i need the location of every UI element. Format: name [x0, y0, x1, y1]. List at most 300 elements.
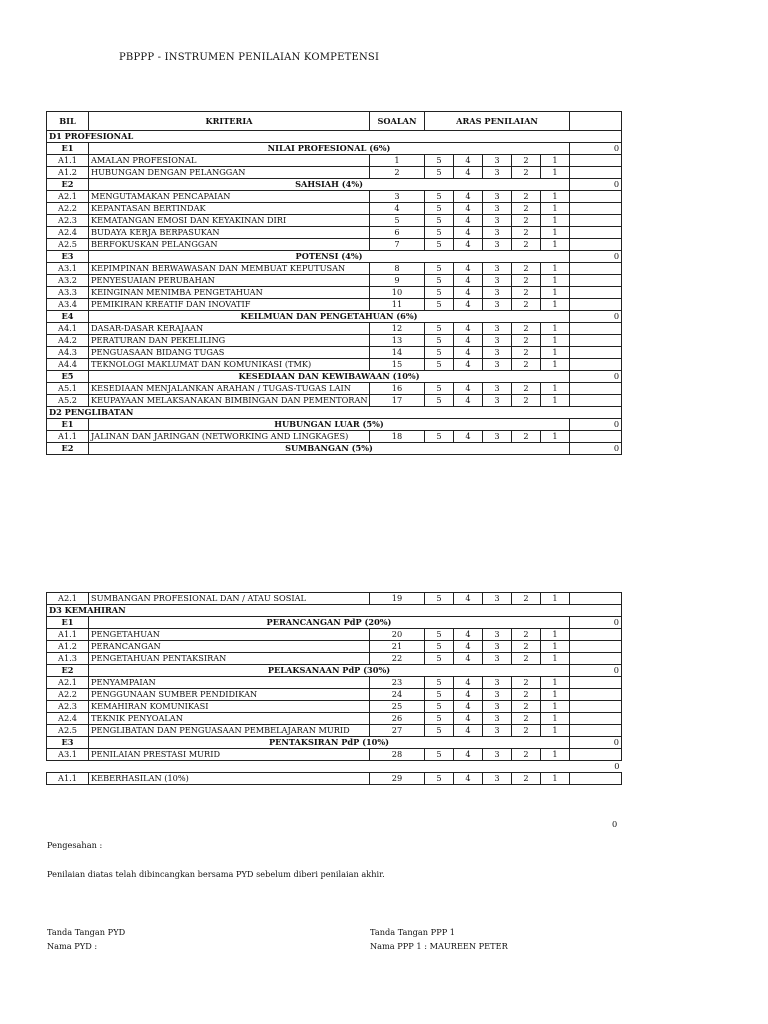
rating-option-2[interactable]: 2	[512, 773, 541, 785]
rating-option-4[interactable]: 4	[454, 431, 483, 443]
rating-option-4[interactable]: 4	[454, 263, 483, 275]
criteria-row	[47, 275, 622, 287]
rating-option-1[interactable]: 1	[541, 227, 570, 239]
rating-option-2[interactable]: 2	[512, 239, 541, 251]
rating-option-1[interactable]: 1	[541, 359, 570, 371]
question-number: 9	[370, 275, 425, 287]
rating-option-1[interactable]: 1	[541, 641, 570, 653]
rating-option-2[interactable]: 2	[512, 215, 541, 227]
question-number: 3	[370, 191, 425, 203]
rating-option-5[interactable]: 5	[425, 287, 454, 299]
score-cell	[570, 263, 622, 275]
question-number: 21	[370, 641, 425, 653]
question-number: 15	[370, 359, 425, 371]
group-title: POTENSI (4%)	[89, 251, 570, 263]
rating-option-2[interactable]: 2	[512, 155, 541, 167]
rating-option-5[interactable]: 5	[425, 335, 454, 347]
rating-option-4[interactable]: 4	[454, 167, 483, 179]
rating-option-2[interactable]: 2	[512, 299, 541, 311]
criteria-code: A2.1	[47, 677, 89, 689]
criteria-row	[47, 749, 622, 761]
group-score: 0	[570, 143, 622, 155]
rating-option-2[interactable]: 2	[512, 383, 541, 395]
rating-option-4[interactable]: 4	[454, 275, 483, 287]
rating-option-5[interactable]: 5	[425, 227, 454, 239]
score-cell	[570, 593, 622, 605]
criteria-text: SUMBANGAN PROFESIONAL DAN / ATAU SOSIAL	[89, 593, 370, 605]
rating-option-5[interactable]: 5	[425, 689, 454, 701]
question-number: 27	[370, 725, 425, 737]
criteria-row	[47, 773, 622, 785]
rating-option-1[interactable]: 1	[541, 191, 570, 203]
section-row	[47, 407, 622, 419]
rating-option-3[interactable]: 3	[483, 335, 512, 347]
rating-option-3[interactable]: 3	[483, 167, 512, 179]
rating-option-3[interactable]: 3	[483, 773, 512, 785]
rating-option-5[interactable]: 5	[425, 701, 454, 713]
question-number: 17	[370, 395, 425, 407]
group-row	[47, 617, 622, 629]
score-cell	[570, 749, 622, 761]
rating-option-1[interactable]: 1	[541, 263, 570, 275]
rating-option-5[interactable]: 5	[425, 167, 454, 179]
score-cell	[570, 689, 622, 701]
group-title: PELAKSANAAN PdP (30%)	[89, 665, 570, 677]
criteria-code: A4.2	[47, 335, 89, 347]
criteria-text: BERFOKUSKAN PELANGGAN	[89, 239, 370, 251]
rating-option-3[interactable]: 3	[483, 287, 512, 299]
rating-option-4[interactable]: 4	[454, 335, 483, 347]
group-title: NILAI PROFESIONAL (6%)	[89, 143, 570, 155]
rating-option-4[interactable]: 4	[454, 287, 483, 299]
criteria-text: PERATURAN DAN PEKELILING	[89, 335, 370, 347]
rating-option-1[interactable]: 1	[541, 593, 570, 605]
rating-option-2[interactable]: 2	[512, 677, 541, 689]
group-row	[47, 143, 622, 155]
criteria-row	[47, 359, 622, 371]
rating-option-2[interactable]: 2	[512, 263, 541, 275]
rating-option-2[interactable]: 2	[512, 359, 541, 371]
criteria-code: A1.2	[47, 167, 89, 179]
criteria-code: A2.5	[47, 239, 89, 251]
criteria-code: A4.4	[47, 359, 89, 371]
rating-option-2[interactable]: 2	[512, 701, 541, 713]
criteria-row	[47, 395, 622, 407]
rating-option-4[interactable]: 4	[454, 203, 483, 215]
criteria-text: PERANCANGAN	[89, 641, 370, 653]
score-cell	[570, 653, 622, 665]
score-cell	[570, 773, 622, 785]
rating-option-3[interactable]: 3	[483, 641, 512, 653]
group-code: E1	[47, 143, 89, 155]
group-score: 0	[570, 251, 622, 263]
rating-option-4[interactable]: 4	[454, 347, 483, 359]
rating-option-1[interactable]: 1	[541, 713, 570, 725]
assessment-table-part-2	[46, 592, 622, 785]
score-cell	[570, 629, 622, 641]
rating-option-4[interactable]: 4	[454, 629, 483, 641]
criteria-code: A5.2	[47, 395, 89, 407]
rating-option-5[interactable]: 5	[425, 299, 454, 311]
rating-option-2[interactable]: 2	[512, 287, 541, 299]
group-code: E3	[47, 737, 89, 749]
section-title: D2 PENGLIBATAN	[47, 407, 622, 419]
assessment-table-part-1	[46, 111, 622, 455]
question-number: 29	[370, 773, 425, 785]
criteria-code: A2.5	[47, 725, 89, 737]
rating-option-2[interactable]: 2	[512, 335, 541, 347]
criteria-row	[47, 653, 622, 665]
rating-option-5[interactable]: 5	[425, 395, 454, 407]
rating-option-3[interactable]: 3	[483, 749, 512, 761]
group-score: 0	[570, 419, 622, 431]
group-score: 0	[570, 443, 622, 455]
question-number: 7	[370, 239, 425, 251]
rating-option-2[interactable]: 2	[512, 347, 541, 359]
score-cell	[570, 323, 622, 335]
rating-option-5[interactable]: 5	[425, 629, 454, 641]
criteria-text: AMALAN PROFESIONAL	[89, 155, 370, 167]
criteria-code: A1.1	[47, 773, 89, 785]
score-cell	[570, 701, 622, 713]
rating-option-2[interactable]: 2	[512, 431, 541, 443]
criteria-code: A4.1	[47, 323, 89, 335]
rating-option-2[interactable]: 2	[512, 323, 541, 335]
pyd-name-label: Nama PYD :	[47, 941, 98, 951]
criteria-row	[47, 227, 622, 239]
criteria-text: KESEDIAAN MENJALANKAN ARAHAN / TUGAS-TUGAS LAIN	[89, 383, 370, 395]
score-cell	[570, 239, 622, 251]
rating-option-5[interactable]: 5	[425, 653, 454, 665]
section-title: D3 KEMAHIRAN	[47, 605, 622, 617]
criteria-code: A1.1	[47, 629, 89, 641]
criteria-row	[47, 239, 622, 251]
rating-option-4[interactable]: 4	[454, 323, 483, 335]
group-score: 0	[570, 737, 622, 749]
criteria-row	[47, 203, 622, 215]
rating-option-1[interactable]: 1	[541, 155, 570, 167]
criteria-code: A2.1	[47, 191, 89, 203]
rating-option-4[interactable]: 4	[454, 713, 483, 725]
rating-option-3[interactable]: 3	[483, 431, 512, 443]
question-number: 13	[370, 335, 425, 347]
criteria-code: A1.2	[47, 641, 89, 653]
criteria-text: KEINGINAN MENIMBA PENGETAHUAN	[89, 287, 370, 299]
rating-option-2[interactable]: 2	[512, 653, 541, 665]
question-number: 14	[370, 347, 425, 359]
rating-option-4[interactable]: 4	[454, 653, 483, 665]
rating-option-5[interactable]: 5	[425, 215, 454, 227]
rating-option-1[interactable]: 1	[541, 725, 570, 737]
criteria-row	[47, 215, 622, 227]
group-title: HUBUNGAN LUAR (5%)	[89, 419, 570, 431]
criteria-text: BUDAYA KERJA BERPASUKAN	[89, 227, 370, 239]
rating-option-1[interactable]: 1	[541, 323, 570, 335]
score-cell	[570, 431, 622, 443]
question-number: 23	[370, 677, 425, 689]
group-title: PERANCANGAN PdP (20%)	[89, 617, 570, 629]
criteria-row	[47, 335, 622, 347]
question-number: 12	[370, 323, 425, 335]
rating-option-3[interactable]: 3	[483, 275, 512, 287]
criteria-code: A3.1	[47, 749, 89, 761]
rating-option-3[interactable]: 3	[483, 263, 512, 275]
pyd-signature-label: Tanda Tangan PYD	[47, 927, 126, 937]
rating-option-3[interactable]: 3	[483, 191, 512, 203]
criteria-code: A1.1	[47, 155, 89, 167]
header-kriteria: KRITERIA	[89, 112, 370, 131]
rating-option-4[interactable]: 4	[454, 239, 483, 251]
rating-option-4[interactable]: 4	[454, 593, 483, 605]
criteria-code: A2.4	[47, 713, 89, 725]
score-cell	[570, 713, 622, 725]
rating-option-1[interactable]: 1	[541, 239, 570, 251]
rating-option-2[interactable]: 2	[512, 395, 541, 407]
rating-option-4[interactable]: 4	[454, 725, 483, 737]
rating-option-5[interactable]: 5	[425, 347, 454, 359]
rating-option-5[interactable]: 5	[425, 191, 454, 203]
rating-option-2[interactable]: 2	[512, 641, 541, 653]
rating-option-1[interactable]: 1	[541, 275, 570, 287]
group-code: E3	[47, 251, 89, 263]
rating-option-5[interactable]: 5	[425, 773, 454, 785]
rating-option-1[interactable]: 1	[541, 167, 570, 179]
rating-option-4[interactable]: 4	[454, 359, 483, 371]
score-cell	[570, 191, 622, 203]
rating-option-4[interactable]: 4	[454, 773, 483, 785]
rating-option-3[interactable]: 3	[483, 593, 512, 605]
rating-option-3[interactable]: 3	[483, 215, 512, 227]
rating-option-3[interactable]: 3	[483, 203, 512, 215]
rating-option-5[interactable]: 5	[425, 323, 454, 335]
question-number: 10	[370, 287, 425, 299]
rating-option-1[interactable]: 1	[541, 689, 570, 701]
section-row	[47, 131, 622, 143]
rating-option-5[interactable]: 5	[425, 263, 454, 275]
question-number: 11	[370, 299, 425, 311]
score-cell	[570, 677, 622, 689]
criteria-row	[47, 689, 622, 701]
rating-option-4[interactable]: 4	[454, 155, 483, 167]
rating-option-5[interactable]: 5	[425, 677, 454, 689]
group-code: E4	[47, 311, 89, 323]
rating-option-1[interactable]: 1	[541, 677, 570, 689]
rating-option-2[interactable]: 2	[512, 629, 541, 641]
group-row	[47, 251, 622, 263]
rating-option-4[interactable]: 4	[454, 215, 483, 227]
score-cell	[570, 275, 622, 287]
rating-option-1[interactable]: 1	[541, 629, 570, 641]
rating-option-1[interactable]: 1	[541, 773, 570, 785]
rating-option-4[interactable]: 4	[454, 641, 483, 653]
question-number: 28	[370, 749, 425, 761]
rating-option-2[interactable]: 2	[512, 227, 541, 239]
question-number: 19	[370, 593, 425, 605]
rating-option-4[interactable]: 4	[454, 227, 483, 239]
score-cell	[570, 395, 622, 407]
question-number: 18	[370, 431, 425, 443]
rating-option-5[interactable]: 5	[425, 275, 454, 287]
question-number: 25	[370, 701, 425, 713]
score-cell	[570, 299, 622, 311]
rating-option-5[interactable]: 5	[425, 725, 454, 737]
rating-option-4[interactable]: 4	[454, 395, 483, 407]
rating-option-4[interactable]: 4	[454, 383, 483, 395]
rating-option-2[interactable]: 2	[512, 191, 541, 203]
criteria-code: A3.4	[47, 299, 89, 311]
question-number: 6	[370, 227, 425, 239]
group-row	[47, 665, 622, 677]
rating-option-1[interactable]: 1	[541, 299, 570, 311]
criteria-text: KEPIMPINAN BERWAWASAN DAN MEMBUAT KEPUTUSAN	[89, 263, 370, 275]
rating-option-3[interactable]: 3	[483, 701, 512, 713]
pengesahan-label: Pengesahan :	[47, 840, 103, 850]
document-title: PBPPP - INSTRUMEN PENILAIAN KOMPETENSI	[119, 52, 380, 63]
criteria-text: PENGETAHUAN	[89, 629, 370, 641]
rating-option-1[interactable]: 1	[541, 335, 570, 347]
rating-option-3[interactable]: 3	[483, 299, 512, 311]
question-number: 16	[370, 383, 425, 395]
rating-option-3[interactable]: 3	[483, 227, 512, 239]
rating-option-3[interactable]: 3	[483, 629, 512, 641]
criteria-text: DASAR-DASAR KERAJAAN	[89, 323, 370, 335]
rating-option-1[interactable]: 1	[541, 395, 570, 407]
rating-option-3[interactable]: 3	[483, 155, 512, 167]
rating-option-1[interactable]: 1	[541, 431, 570, 443]
rating-option-2[interactable]: 2	[512, 689, 541, 701]
rating-option-5[interactable]: 5	[425, 203, 454, 215]
question-number: 26	[370, 713, 425, 725]
rating-option-1[interactable]: 1	[541, 701, 570, 713]
criteria-row	[47, 431, 622, 443]
rating-option-2[interactable]: 2	[512, 725, 541, 737]
rating-option-2[interactable]: 2	[512, 167, 541, 179]
criteria-code: A2.2	[47, 203, 89, 215]
header-row	[47, 112, 622, 131]
rating-option-5[interactable]: 5	[425, 431, 454, 443]
criteria-row	[47, 383, 622, 395]
criteria-code: A3.1	[47, 263, 89, 275]
rating-option-4[interactable]: 4	[454, 749, 483, 761]
criteria-row	[47, 155, 622, 167]
rating-option-5[interactable]: 5	[425, 593, 454, 605]
rating-option-2[interactable]: 2	[512, 749, 541, 761]
criteria-text: PENGGUNAAN SUMBER PENDIDIKAN	[89, 689, 370, 701]
criteria-text: JALINAN DAN JARINGAN (NETWORKING AND LINGKAGES)	[89, 431, 370, 443]
criteria-code: A1.1	[47, 431, 89, 443]
rating-option-4[interactable]: 4	[454, 299, 483, 311]
rating-option-5[interactable]: 5	[425, 155, 454, 167]
score-cell	[570, 155, 622, 167]
rating-option-2[interactable]: 2	[512, 275, 541, 287]
rating-option-3[interactable]: 3	[483, 347, 512, 359]
group-row	[47, 737, 622, 749]
group-code: E2	[47, 443, 89, 455]
rating-option-4[interactable]: 4	[454, 191, 483, 203]
rating-option-1[interactable]: 1	[541, 287, 570, 299]
group-title: SAHSIAH (4%)	[89, 179, 570, 191]
group-title: PENTAKSIRAN PdP (10%)	[89, 737, 570, 749]
criteria-code: A3.3	[47, 287, 89, 299]
group-score: 0	[570, 617, 622, 629]
rating-option-3[interactable]: 3	[483, 689, 512, 701]
rating-option-5[interactable]: 5	[425, 239, 454, 251]
rating-option-5[interactable]: 5	[425, 359, 454, 371]
rating-option-1[interactable]: 1	[541, 383, 570, 395]
rating-option-3[interactable]: 3	[483, 383, 512, 395]
criteria-text: KEMAHIRAN KOMUNIKASI	[89, 701, 370, 713]
group-row	[47, 371, 622, 383]
criteria-row	[47, 323, 622, 335]
group-row	[47, 443, 622, 455]
rating-option-1[interactable]: 1	[541, 653, 570, 665]
criteria-text: PENGETAHUAN PENTAKSIRAN	[89, 653, 370, 665]
criteria-text: PENGUASAAN BIDANG TUGAS	[89, 347, 370, 359]
score-cell	[570, 203, 622, 215]
rating-option-1[interactable]: 1	[541, 215, 570, 227]
criteria-row	[47, 191, 622, 203]
criteria-row	[47, 701, 622, 713]
criteria-text: MENGUTAMAKAN PENCAPAIAN	[89, 191, 370, 203]
criteria-row	[47, 593, 622, 605]
header-soalan: SOALAN	[370, 112, 425, 131]
group-title: KEILMUAN DAN PENGETAHUAN (6%)	[89, 311, 570, 323]
score-cell	[570, 641, 622, 653]
rating-option-3[interactable]: 3	[483, 395, 512, 407]
question-number: 5	[370, 215, 425, 227]
rating-option-1[interactable]: 1	[541, 749, 570, 761]
criteria-text: PENYAMPAIAN	[89, 677, 370, 689]
rating-option-2[interactable]: 2	[512, 203, 541, 215]
score-cell	[570, 359, 622, 371]
rating-option-4[interactable]: 4	[454, 689, 483, 701]
criteria-row	[47, 641, 622, 653]
rating-option-4[interactable]: 4	[454, 701, 483, 713]
criteria-code: A5.1	[47, 383, 89, 395]
rating-option-3[interactable]: 3	[483, 239, 512, 251]
ppp-signature-label: Tanda Tangan PPP 1	[370, 927, 456, 937]
rating-option-5[interactable]: 5	[425, 713, 454, 725]
rating-option-2[interactable]: 2	[512, 713, 541, 725]
rating-option-4[interactable]: 4	[454, 677, 483, 689]
rating-option-2[interactable]: 2	[512, 593, 541, 605]
rating-option-5[interactable]: 5	[425, 749, 454, 761]
group-row	[47, 179, 622, 191]
rating-option-3[interactable]: 3	[483, 677, 512, 689]
rating-option-1[interactable]: 1	[541, 203, 570, 215]
group-row	[47, 419, 622, 431]
criteria-row	[47, 725, 622, 737]
rating-option-3[interactable]: 3	[483, 653, 512, 665]
question-number: 1	[370, 155, 425, 167]
criteria-code: A4.3	[47, 347, 89, 359]
rating-option-5[interactable]: 5	[425, 383, 454, 395]
criteria-row	[47, 263, 622, 275]
group-code: E2	[47, 179, 89, 191]
criteria-text: PENGLIBATAN DAN PENGUASAAN PEMBELAJARAN MURID	[89, 725, 370, 737]
rating-option-3[interactable]: 3	[483, 725, 512, 737]
rating-option-5[interactable]: 5	[425, 641, 454, 653]
rating-option-3[interactable]: 3	[483, 359, 512, 371]
rating-option-3[interactable]: 3	[483, 323, 512, 335]
criteria-row	[47, 347, 622, 359]
ppp-name-label: Nama PPP 1 : MAUREEN PETER	[370, 941, 508, 951]
rating-option-3[interactable]: 3	[483, 713, 512, 725]
rating-option-1[interactable]: 1	[541, 347, 570, 359]
blank-cell	[47, 761, 570, 773]
criteria-text: KEMATANGAN EMOSI DAN KEYAKINAN DIRI	[89, 215, 370, 227]
question-number: 4	[370, 203, 425, 215]
